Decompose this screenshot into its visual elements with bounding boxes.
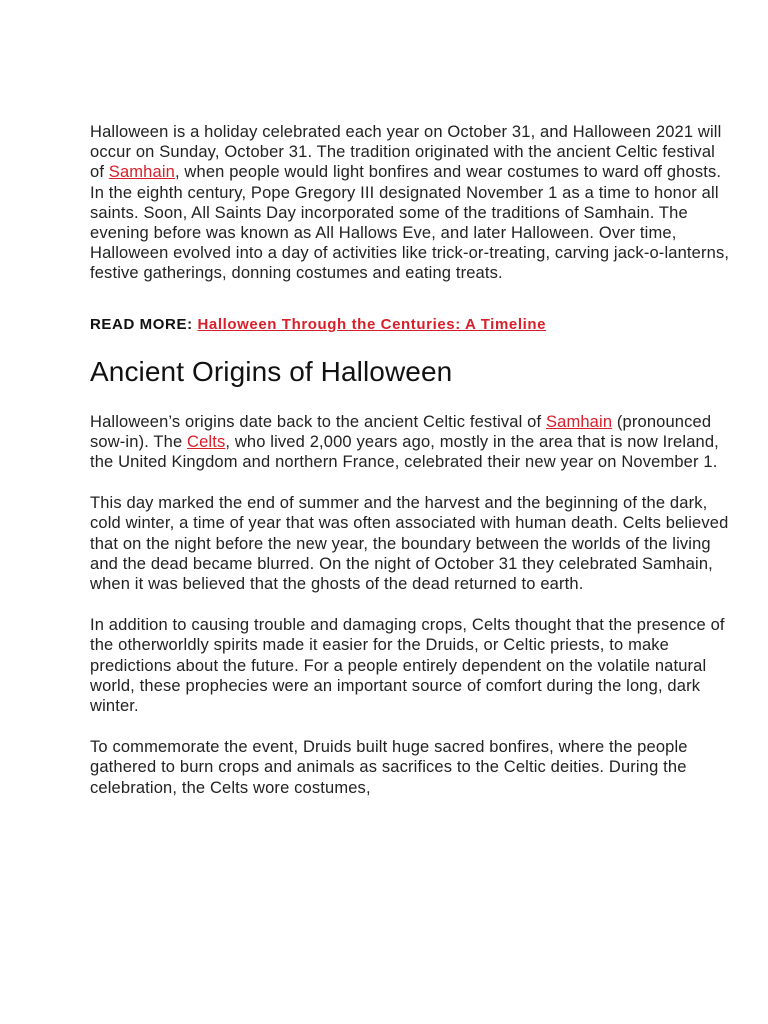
read-more-callout: [90, 306, 730, 344]
section-heading: Ancient Origins of Halloween: [90, 355, 453, 387]
origins-paragraph-2: This day marked the end of summer and the harvest and the beginning of the dark, cold winter, a time of year that was often associated with human death. Celts believed that on the night before the new year, the boundary between the worlds of the living and the dead became blurred. On the night of October 31 they celebrated Samhain, when it was believed that the ghosts of the dead returned to earth.: [90, 494, 729, 594]
origins-paragraph-3: In addition to causing trouble and damaging crops, Celts thought that the presence of the otherworldly spirits made it easier for the Druids, or Celtic priests, to make predictions about the future. For a people entirely dependent on the volatile natural world, these prophecies were an important source of comfort during the long, dark winter.: [90, 616, 725, 716]
origins-paragraph-4: To commemorate the event, Druids built huge sacred bonfires, where the people gathered to burn crops and animals as sacrifices to the Celtic deities. During the celebration, the Celts wore costumes,: [90, 738, 688, 797]
origins-text-3: , who lived 2,000 years ago, mostly in the area that is now Ireland, the United Kingdom and northern France, celebrated their new year on November 1.: [90, 432, 719, 472]
samhain-link-2[interactable]: Samhain: [545, 412, 613, 431]
origins-text-1: Halloween’s origins date back to the ancient Celtic festival of: [90, 412, 546, 431]
intro-text-1: Halloween is a holiday celebrated each year on October 31, and Halloween 2021 will occur on Sunday, October 31. The tradition originated with the ancient Celtic festival of: [90, 123, 722, 182]
read-more-link[interactable]: Halloween Through the Centuries: A Timeline: [197, 315, 547, 333]
origins-text-2: (pronounced sow-in). The: [90, 412, 712, 451]
read-more-label: READ MORE:: [90, 315, 193, 333]
origins-paragraph-1: [90, 412, 730, 473]
intro-text-2: , when people would light bonfires and wear costumes to ward off ghosts. In the eighth century, Pope Gregory III designated November 1 as a time to honor all saints. Soon, All Saints Day incorporated some of the traditions of Samhain. The evening before was known as All Hallows Eve, and later Halloween. Over time, Halloween evolved into a day of activities like trick-or-treating, carving jack-o-lanterns, festive gatherings, donning costumes and eating treats.: [90, 163, 730, 283]
celts-link[interactable]: Celts: [187, 432, 226, 451]
article-body: [90, 122, 730, 819]
samhain-link[interactable]: Samhain: [108, 163, 175, 182]
intro-paragraph: [90, 122, 730, 284]
